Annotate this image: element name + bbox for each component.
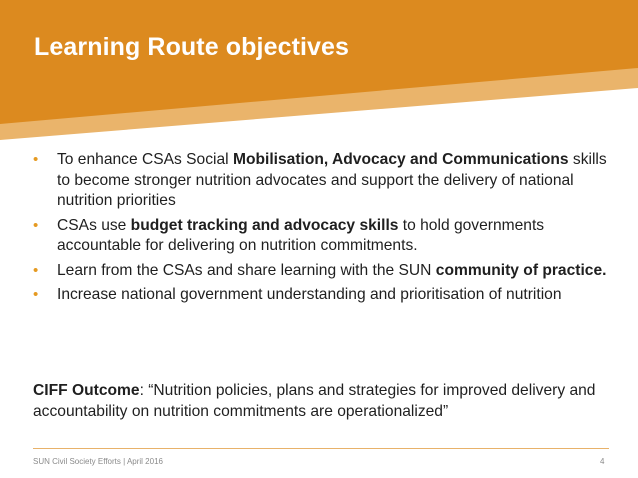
bullet-item — [33, 216, 623, 257]
slide-title: Learning Route objectives — [34, 33, 350, 61]
page-number: 4 — [600, 457, 605, 466]
bullet-text: to hold governments accountable for delivering on nutrition commitments. — [57, 216, 545, 254]
bullet-icon: • — [33, 151, 39, 168]
header-banner — [0, 0, 638, 150]
footer-text: SUN Civil Society Efforts | April 2016 — [33, 457, 163, 466]
bullet-bold-text: community of practice. — [435, 261, 607, 279]
outcome-label: CIFF Outcome — [33, 382, 140, 399]
bullet-text: Increase national government understanding and prioritisation of nutrition — [57, 286, 562, 303]
footer-divider — [33, 448, 609, 449]
outcome-text: : “Nutrition policies, plans and strategies for improved delivery and accountability on nutrition commitments are operationalized” — [33, 382, 596, 420]
ciff-outcome — [33, 380, 623, 422]
bullet-icon: • — [33, 261, 39, 279]
bullet-text: Learn from the CSAs and share learning with the SUN — [57, 261, 436, 279]
bullet-text: CSAs use — [57, 216, 131, 234]
bullet-item — [33, 261, 623, 282]
bullet-text: To enhance CSAs Social — [57, 151, 233, 168]
bullet-item — [33, 285, 623, 306]
bullet-icon: • — [33, 216, 39, 234]
bullet-icon: • — [33, 286, 39, 303]
objectives-list — [33, 150, 623, 310]
bullet-text: skills to become stronger nutrition advocates and support the delivery of national nutrition priorities — [57, 151, 607, 209]
bullet-bold-text: budget tracking and advocacy skills — [130, 216, 399, 234]
bullet-bold-text: Mobilisation, Advocacy and Communications — [232, 151, 569, 168]
bullet-item — [33, 150, 623, 212]
